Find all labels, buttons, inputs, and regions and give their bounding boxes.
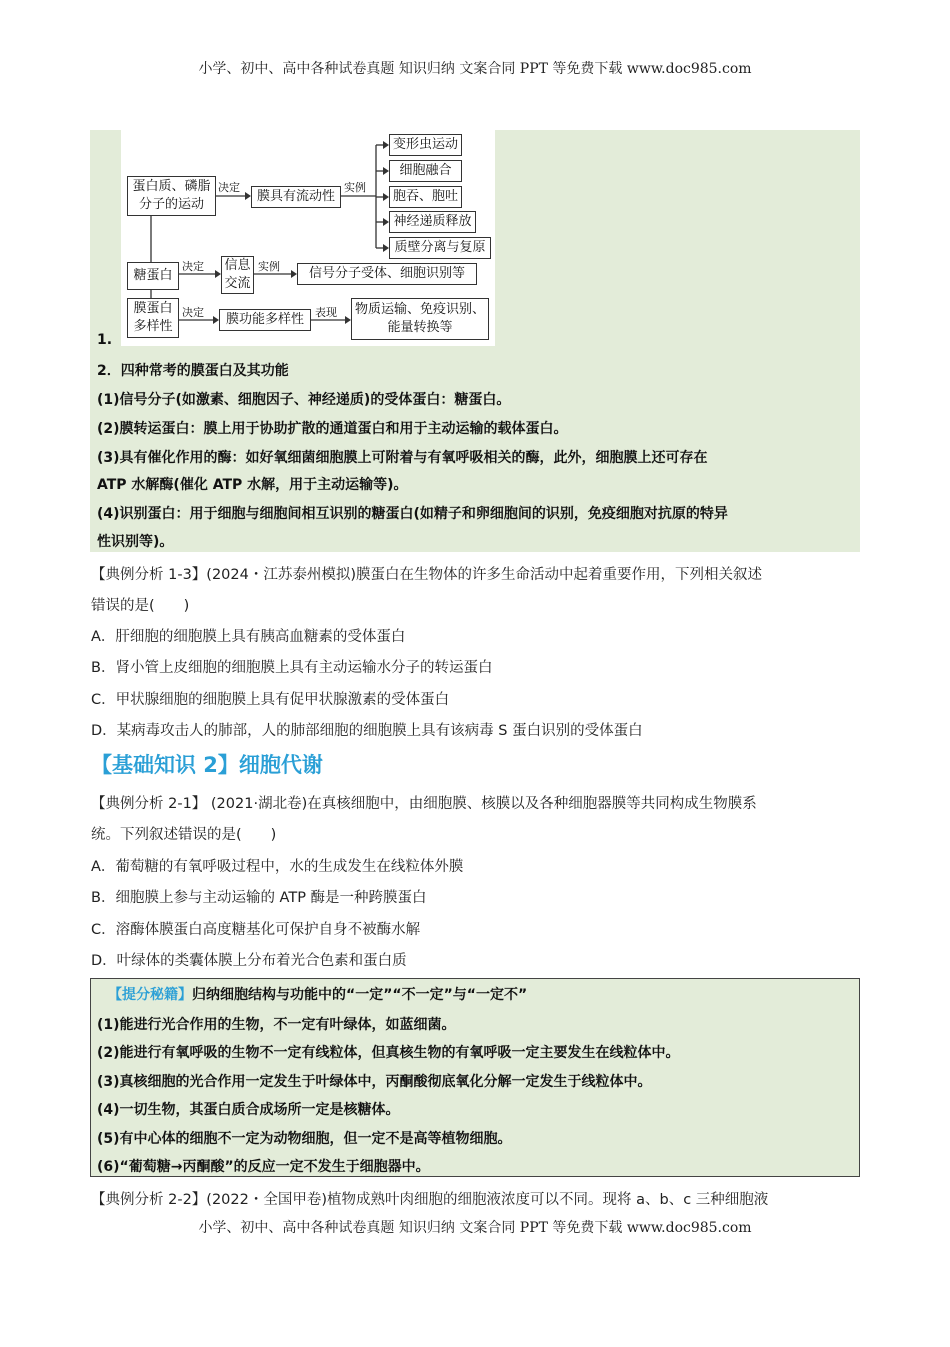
label-decide-3: 决定: [182, 306, 204, 319]
q13-option-a: A．肝细胞的细胞膜上具有胰高血糖素的受体蛋白: [91, 629, 406, 645]
tip-item-6: (6)“葡萄糖→丙酮酸”的反应一定不发生于细胞器中。: [97, 1159, 430, 1175]
tip-item-1: (1)能进行光合作用的生物，不一定有叶绿体，如蓝细菌。: [97, 1017, 456, 1033]
tip-item-3: (3)真核细胞的光合作用一定发生于叶绿体中，丙酮酸彻底氧化分解一定发生于线粒体中。: [97, 1074, 652, 1090]
membrane-diagram: [121, 130, 495, 346]
q21-option-d: D．叶绿体的类囊体膜上分布着光合色素和蛋白质: [91, 953, 407, 969]
knowledge-point-4b: 性识别等)。: [97, 534, 174, 550]
item-1-number: 1.: [97, 332, 113, 348]
box-info-exchange: 信息交流: [221, 256, 254, 294]
page-header: 小学、初中、高中各种试卷真题 知识归纳 文案合同 PPT 等免费下载 www.doc985.com: [198, 61, 752, 77]
tip-title: 归纳细胞结构与功能中的“一定”“不一定”与“一定不”: [192, 987, 528, 1003]
tip-tag: 【提分秘籍】: [108, 987, 192, 1003]
tip-item-5: (5)有中心体的细胞不一定为动物细胞，但一定不是高等植物细胞。: [97, 1131, 512, 1147]
q22-stem-a: 【典例分析 2-2】(2022・全国甲卷)植物成熟叶肉细胞的细胞液浓度可以不同。现将 a、b、c 三种细胞液: [91, 1192, 769, 1208]
tip-item-4: (4)一切生物，其蛋白质合成场所一定是核糖体。: [97, 1102, 400, 1118]
box-amoeba-movement: 变形虫运动: [389, 134, 462, 156]
knowledge-title: 2．四种常考的膜蛋白及其功能: [97, 363, 289, 379]
knowledge-point-1: (1)信号分子(如激素、细胞因子、神经递质)的受体蛋白：糖蛋白。: [97, 392, 511, 408]
box-cell-fusion: 细胞融合: [389, 160, 462, 182]
q21-option-b: B．细胞膜上参与主动运输的 ATP 酶是一种跨膜蛋白: [91, 890, 427, 906]
q21-option-c: C．溶酶体膜蛋白高度糖基化可保护自身不被酶水解: [91, 922, 421, 938]
knowledge-point-3a: (3)具有催化作用的酶：如好氧细菌细胞膜上可附着与有氧呼吸相关的酶，此外，细胞膜上还可存在: [97, 450, 708, 466]
q13-option-c: C．甲状腺细胞的细胞膜上具有促甲状腺激素的受体蛋白: [91, 692, 450, 708]
label-show: 表现: [315, 306, 337, 319]
box-glycoprotein: 糖蛋白: [127, 262, 179, 290]
page-footer: 小学、初中、高中各种试卷真题 知识归纳 文案合同 PPT 等免费下载 www.doc985.com: [198, 1220, 752, 1236]
box-protein-diversity: 膜蛋白多样性: [127, 298, 179, 338]
q13-option-b: B．肾小管上皮细胞的细胞膜上具有主动运输水分子的转运蛋白: [91, 660, 493, 676]
box-membrane-fluidity: 膜具有流动性: [251, 186, 341, 208]
q13-option-d: D．某病毒攻击人的肺部，人的肺部细胞的细胞膜上具有该病毒 S 蛋白识别的受体蛋白: [91, 723, 643, 739]
label-example-2: 实例: [258, 260, 280, 273]
box-lipid-movement: 蛋白质、磷脂分子的运动: [127, 176, 216, 216]
knowledge-point-4a: (4)识别蛋白：用于细胞与细胞间相互识别的糖蛋白(如精子和卵细胞间的识别，免疫细胞对抗原的特异: [97, 506, 728, 522]
box-function-diversity: 膜功能多样性: [219, 309, 311, 331]
tip-heading: [108, 984, 527, 1004]
q13-stem-b: 错误的是( ): [91, 598, 190, 614]
box-transport: 物质运输、免疫识别、能量转换等: [351, 298, 489, 340]
q21-stem-a: 【典例分析 2-1】 (2021·湖北卷)在真核细胞中，由细胞膜、核膜以及各种细胞器膜等共同构成生物膜系: [91, 796, 757, 812]
label-decide-1: 决定: [218, 181, 240, 194]
q21-option-a: A．葡萄糖的有氧呼吸过程中，水的生成发生在线粒体外膜: [91, 859, 464, 875]
knowledge-point-2: (2)膜转运蛋白：膜上用于协助扩散的通道蛋白和用于主动运输的载体蛋白。: [97, 421, 568, 437]
box-receptor: 信号分子受体、细胞识别等: [297, 263, 477, 285]
label-example-1: 实例: [344, 181, 366, 194]
q21-stem-b: 统。下列叙述错误的是( ): [91, 827, 277, 843]
box-plasmolysis: 质壁分离与复原: [389, 237, 491, 259]
tip-item-2: (2)能进行有氧呼吸的生物不一定有线粒体，但真核生物的有氧呼吸一定主要发生在线粒体中。: [97, 1045, 680, 1061]
q13-stem-a: 【典例分析 1-3】(2024・江苏泰州模拟)膜蛋白在生物体的许多生命活动中起着重要作用，下列相关叙述: [91, 567, 763, 583]
section-heading: 【基础知识 2】细胞代谢: [91, 753, 323, 777]
knowledge-point-3b: ATP 水解酶(催化 ATP 水解，用于主动运输等)。: [97, 477, 408, 493]
box-phagocytosis: 胞吞、胞吐: [389, 186, 462, 208]
box-neurotransmitter: 神经递质释放: [389, 211, 476, 233]
label-decide-2: 决定: [182, 260, 204, 273]
